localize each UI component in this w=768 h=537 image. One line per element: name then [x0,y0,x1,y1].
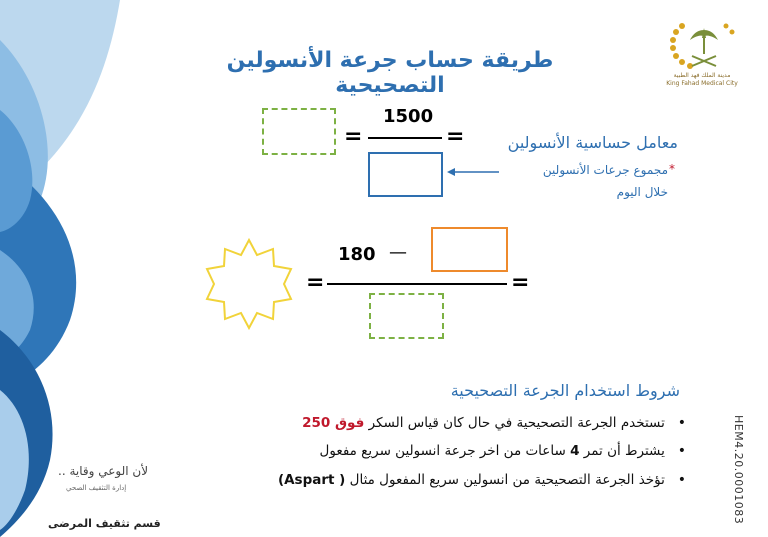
condition-1-highlight: فوق 250 [302,415,365,431]
bullet: • [677,443,686,459]
equals-sign-2a: = [306,270,325,295]
note-asterisk: * [669,162,675,176]
fraction-bar-2 [327,283,507,285]
result-box-sensitivity [262,108,336,155]
minus-sign: — [389,242,407,263]
bullet: • [677,472,686,488]
page-title: طريقة حساب جرعة الأنسولين التصحيحية [226,48,554,98]
footer-section: قسم تثقيف المرضى [48,517,161,530]
numerator-1500: 1500 [383,106,434,127]
condition-3-bold: ( Aspart) [277,472,346,488]
sensitivity-factor-box [369,293,444,339]
condition-1-text: تستخدم الجرعة التصحيحية في حال كان قياس السكر [368,415,665,431]
total-daily-dose-box [368,152,443,197]
sensitivity-factor-label: معامل حساسية الأنسولين [507,133,678,152]
logo-name-en: King Fahad Medical City [666,80,738,87]
condition-item-2 [126,443,686,459]
condition-2-bold: 4 [570,443,580,459]
numerator-180: 180 [338,244,376,265]
conditions-title: شروط استخدام الجرعة التصحيحية [450,381,680,400]
logo-name-ar: مدينة الملك فهد الطبية [673,72,731,79]
note-line-1: مجموع جرعات الأنسولين [542,163,668,177]
condition-2-post: ساعات من اخر جرعة انسولين سريع مفعول [319,443,566,459]
condition-3-pre: تؤخذ الجرعة التصحيحية من انسولين سريع المفعول مثال [349,472,665,488]
bullet: • [677,415,686,431]
equals-sign-2b: = [511,270,530,295]
footer-slogan: لأن الوعي وقاية .. [58,464,149,478]
condition-2-pre: يشترط أن تمر [583,443,665,459]
footer-department: إدارة التثقيف الصحي [66,484,127,492]
current-glucose-box [431,227,508,272]
fraction-bar-1 [368,137,442,139]
equals-sign-1b: = [446,124,465,149]
arrow-left-icon [447,166,499,178]
note-line-2: خلال اليوم [616,185,668,199]
condition-item-1 [126,415,686,431]
condition-item-3 [126,472,686,488]
document-code: HEM4.20.0001083 [732,415,745,525]
logo-caption [652,72,752,88]
equals-sign-1a: = [344,124,363,149]
starburst-result-shape [200,236,298,332]
